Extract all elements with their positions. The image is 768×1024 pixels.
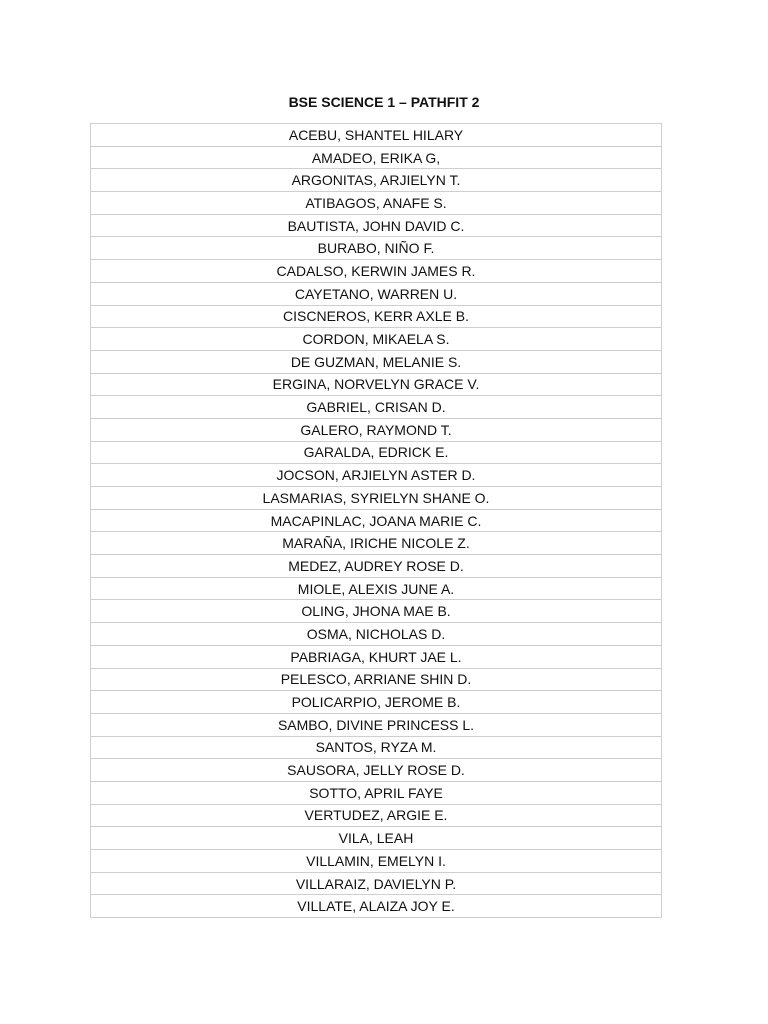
- table-row: [91, 736, 662, 759]
- table-row: [91, 872, 662, 895]
- student-name-cell: MARAÑA, IRICHE NICOLE Z.: [91, 532, 662, 555]
- student-name-cell: ARGONITAS, ARJIELYN T.: [91, 169, 662, 192]
- student-name-cell: MACAPINLAC, JOANA MARIE C.: [91, 509, 662, 532]
- student-name-cell: PABRIAGA, KHURT JAE L.: [91, 645, 662, 668]
- table-row: [91, 260, 662, 283]
- student-name-cell: BAUTISTA, JOHN DAVID C.: [91, 214, 662, 237]
- student-name-cell: SAUSORA, JELLY ROSE D.: [91, 759, 662, 782]
- student-name-cell: GARALDA, EDRICK E.: [91, 441, 662, 464]
- student-name-cell: GALERO, RAYMOND T.: [91, 418, 662, 441]
- table-row: [91, 396, 662, 419]
- student-name-cell: JOCSON, ARJIELYN ASTER D.: [91, 464, 662, 487]
- table-row: [91, 850, 662, 873]
- table-row: [91, 169, 662, 192]
- student-name-cell: CISCNEROS, KERR AXLE B.: [91, 305, 662, 328]
- student-name-cell: SANTOS, RYZA M.: [91, 736, 662, 759]
- table-row: [91, 555, 662, 578]
- table-row: [91, 328, 662, 351]
- table-row: [91, 532, 662, 555]
- student-name-cell: SOTTO, APRIL FAYE: [91, 781, 662, 804]
- table-row: [91, 214, 662, 237]
- student-name-cell: CORDON, MIKAELA S.: [91, 328, 662, 351]
- table-row: [91, 487, 662, 510]
- student-name-cell: CAYETANO, WARREN U.: [91, 282, 662, 305]
- student-name-cell: POLICARPIO, JEROME B.: [91, 691, 662, 714]
- table-row: [91, 804, 662, 827]
- table-row: [91, 577, 662, 600]
- student-name-cell: VILLARAIZ, DAVIELYN P.: [91, 872, 662, 895]
- student-name-cell: SAMBO, DIVINE PRINCESS L.: [91, 713, 662, 736]
- student-name-cell: AMADEO, ERIKA G,: [91, 146, 662, 169]
- student-name-cell: BURABO, NIÑO F.: [91, 237, 662, 260]
- roster-body: [91, 124, 662, 918]
- table-row: [91, 623, 662, 646]
- table-row: [91, 124, 662, 147]
- student-name-cell: VILA, LEAH: [91, 827, 662, 850]
- document-title: BSE SCIENCE 1 – PATHFIT 2: [288, 94, 480, 110]
- table-row: [91, 373, 662, 396]
- table-row: [91, 282, 662, 305]
- student-name-cell: ERGINA, NORVELYN GRACE V.: [91, 373, 662, 396]
- student-name-cell: CADALSO, KERWIN JAMES R.: [91, 260, 662, 283]
- table-row: [91, 464, 662, 487]
- student-name-cell: MIOLE, ALEXIS JUNE A.: [91, 577, 662, 600]
- student-name-cell: MEDEZ, AUDREY ROSE D.: [91, 555, 662, 578]
- table-row: [91, 600, 662, 623]
- student-name-cell: OLING, JHONA MAE B.: [91, 600, 662, 623]
- student-name-cell: VILLATE, ALAIZA JOY E.: [91, 895, 662, 918]
- table-row: [91, 146, 662, 169]
- table-row: [91, 691, 662, 714]
- student-name-cell: ATIBAGOS, ANAFE S.: [91, 192, 662, 215]
- table-row: [91, 418, 662, 441]
- table-row: [91, 645, 662, 668]
- table-row: [91, 192, 662, 215]
- table-row: [91, 713, 662, 736]
- student-name-cell: ACEBU, SHANTEL HILARY: [91, 124, 662, 147]
- student-name-cell: PELESCO, ARRIANE SHIN D.: [91, 668, 662, 691]
- table-row: [91, 509, 662, 532]
- table-row: [91, 781, 662, 804]
- table-row: [91, 759, 662, 782]
- student-name-cell: VILLAMIN, EMELYN I.: [91, 850, 662, 873]
- table-row: [91, 350, 662, 373]
- student-name-cell: DE GUZMAN, MELANIE S.: [91, 350, 662, 373]
- table-row: [91, 668, 662, 691]
- student-name-cell: LASMARIAS, SYRIELYN SHANE O.: [91, 487, 662, 510]
- student-name-cell: GABRIEL, CRISAN D.: [91, 396, 662, 419]
- table-row: [91, 305, 662, 328]
- student-name-cell: OSMA, NICHOLAS D.: [91, 623, 662, 646]
- table-row: [91, 441, 662, 464]
- table-row: [91, 827, 662, 850]
- table-row: [91, 237, 662, 260]
- student-name-cell: VERTUDEZ, ARGIE E.: [91, 804, 662, 827]
- student-roster-table: [90, 123, 662, 918]
- table-row: [91, 895, 662, 918]
